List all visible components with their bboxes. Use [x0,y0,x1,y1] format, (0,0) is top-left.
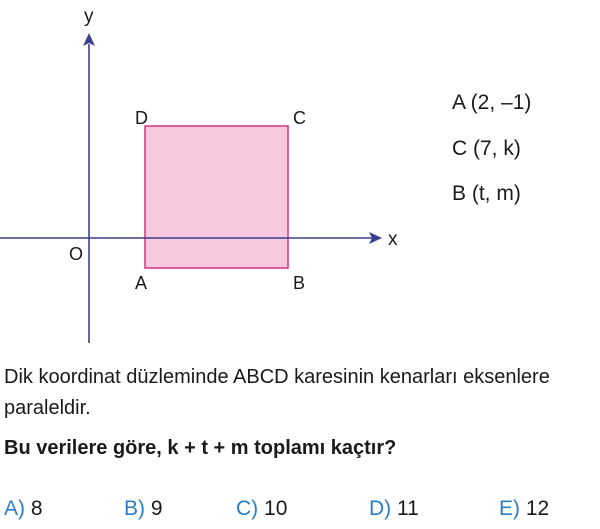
option-e-letter: E) [499,497,520,520]
option-d[interactable] [369,497,419,521]
problem-stem: Dik koordinat düzleminde ABCD karesinin kenarları eksenlere paraleldir. [4,366,550,419]
option-b-value: 9 [150,497,163,520]
option-a-letter: A) [4,497,25,520]
square-abcd [145,126,288,268]
coordinate-figure [0,0,430,350]
option-b-letter: B) [124,497,145,520]
option-c-letter: C) [236,497,259,520]
option-c-value: 10 [264,497,288,520]
x-axis-label: x [388,229,398,250]
option-a[interactable] [4,497,43,521]
given-point-b: B (t, m) [452,182,521,205]
vertex-label-a: A [135,273,148,293]
option-b[interactable] [124,497,163,521]
problem-question: Bu verilere göre, k + t + m toplamı kaçtır? [4,437,397,459]
vertex-label-d: D [135,108,148,128]
vertex-label-c: C [293,108,306,128]
vertex-label-b: B [293,273,306,293]
origin-label: O [69,244,84,264]
y-axis-label: y [84,6,94,27]
option-c[interactable] [236,497,287,521]
option-d-letter: D) [369,497,392,520]
option-e-value: 12 [525,497,550,520]
given-point-c: C (7, k) [452,137,521,160]
option-e[interactable] [499,497,549,521]
option-d-value: 11 [397,497,419,520]
option-a-value: 8 [30,497,43,520]
given-point-a: A (2, –1) [452,91,532,114]
